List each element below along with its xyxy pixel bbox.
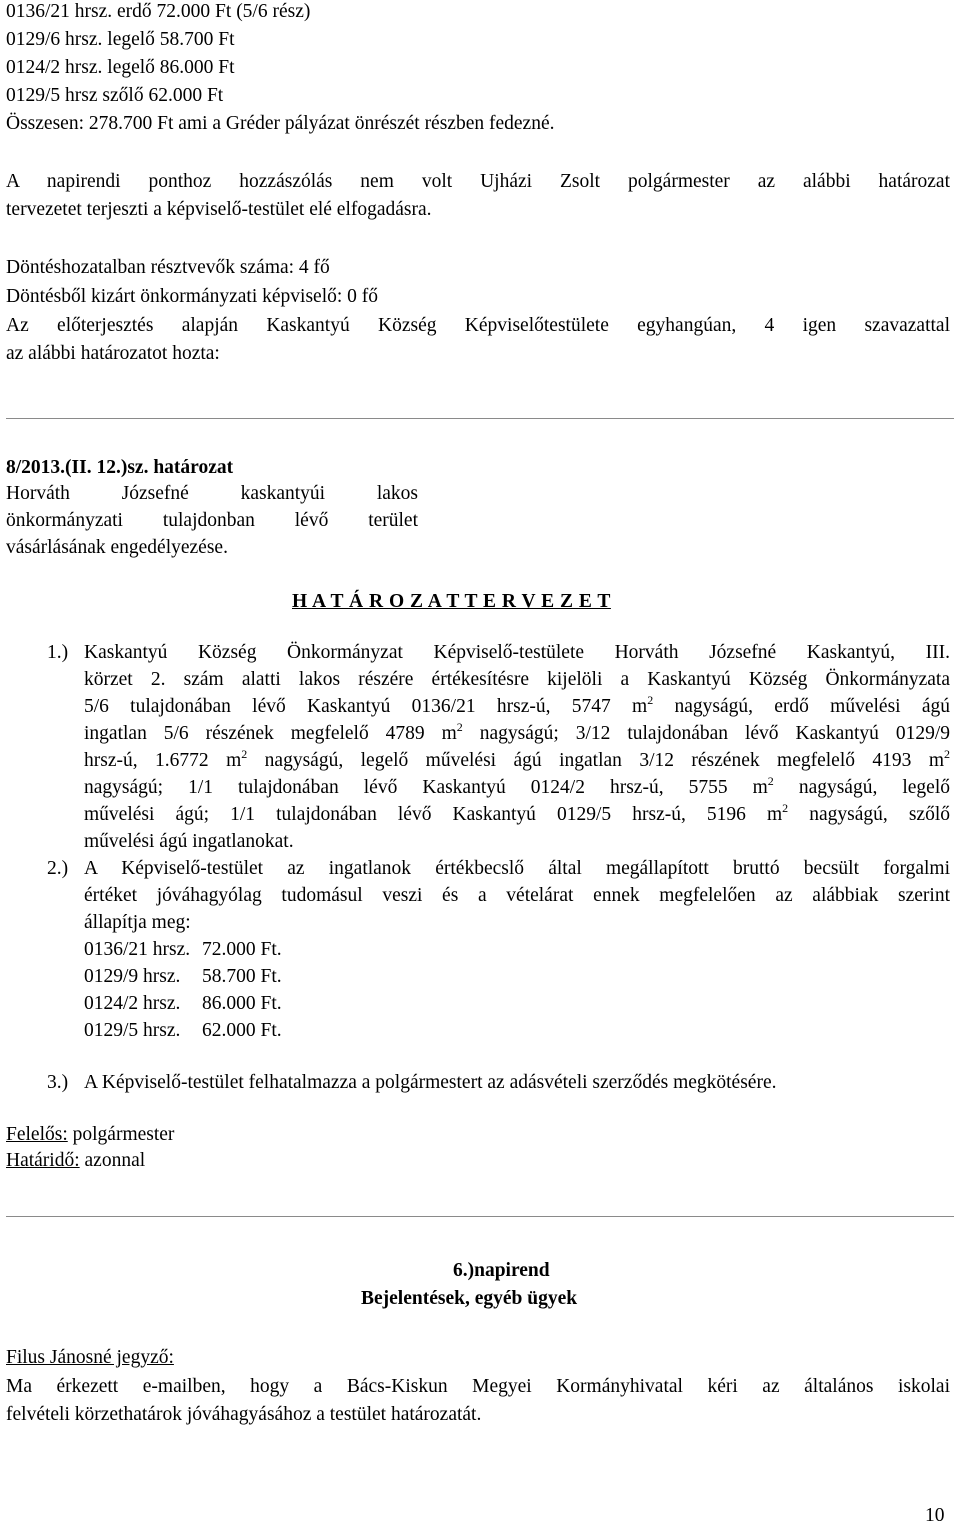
agenda-number: 6.)napirend — [453, 1260, 550, 1281]
item1-line-1: Kaskantyú Község Önkormányzat Képviselő-testülete Horváth Józsefné Kaskantyú, III. — [84, 642, 950, 663]
resolution-number: 8/2013.(II. 12.)sz. határozat — [6, 457, 234, 478]
item2-line-3: állapítja meg: — [84, 912, 191, 933]
parcel-line-4: 0129/5 hrsz szőlő 62.000 Ft — [6, 85, 224, 106]
price-row: 0129/5 hrsz. 62.000 Ft. — [84, 1020, 282, 1041]
item3-number: 3.) — [47, 1072, 69, 1093]
vote-result-line-1: Az előterjesztés alapján Kaskantyú Község Képviselőtestülete egyhangúan, 4 igen szavazattal — [6, 315, 950, 336]
deadline-line: Határidő: azonnal — [6, 1150, 146, 1171]
intro-line-2: tervezetet terjeszti a képviselő-testület elé elfogadásra. — [6, 199, 432, 220]
parcel-line-2: 0129/6 hrsz. legelő 58.700 Ft — [6, 29, 235, 50]
item2-line-1: A Képviselő-testület az ingatlanok értékbecslő által megállapított bruttó becsült forgalmi — [84, 858, 950, 879]
item1-line-7: művelési ágú; 1/1 tulajdonában lévő Kaskantyú 0129/5 hrsz-ú, 5196 $m^2$ nagyságú, szőlő — [84, 801, 951, 825]
item1-line-3: 5/6 tulajdonában lévő Kaskantyú 0136/21 hrsz-ú, 5747 $m^2$ nagyságú, erdő művelési ágú — [84, 693, 951, 717]
parcel-line-3: 0124/2 hrsz. legelő 86.000 Ft — [6, 57, 235, 78]
price-row: 0124/2 hrsz. 86.000 Ft. — [84, 993, 282, 1014]
item3-text: A Képviselő-testület felhatalmazza a polgármestert az adásvételi szerződés megkötésére. — [84, 1072, 777, 1093]
page-number: 10 — [925, 1505, 945, 1526]
price-row: 0136/21 hrsz. 72.000 Ft. — [84, 939, 282, 960]
parcel-line-1: 0136/21 hrsz. erdő 72.000 Ft (5/6 rész) — [6, 1, 311, 22]
resolution-subject-2: önkormányzati tulajdonban lévő terület — [6, 510, 418, 531]
item2-line-2: értéket jóváhagyólag tudomásul veszi és a vételárat ennek megfelelően az alábbiak szerint — [84, 885, 950, 906]
vote-excluded: Döntésből kizárt önkormányzati képviselő: 0 fő — [6, 286, 379, 307]
item2-number: 2.) — [47, 858, 69, 879]
notary-line-1: Ma érkezett e-mailben, hogy a Bács-Kiskun Megyei Kormányhivatal kéri az általános iskolai — [6, 1376, 950, 1397]
divider-1 — [6, 418, 954, 419]
item1-line-2: körzet 2. szám alatti lakos részére értékesítésre kijelöli a Kaskantyú Község Önkormányzata — [84, 669, 950, 690]
agenda-title: Bejelentések, egyéb ügyek — [361, 1288, 578, 1309]
vote-participants: Döntéshozatalban résztvevők száma: 4 fő — [6, 257, 330, 278]
item1-line-5: hrsz-ú, 1.6772 $m^2$ nagyságú, legelő művelési ágú ingatlan 3/12 részének megfelelő 4193 $m^2$ — [84, 747, 950, 771]
item1-line-6: nagyságú; 1/1 tulajdonában lévő Kaskantyú 0124/2 hrsz-ú, 5755 $m^2$ nagyságú, legelő — [84, 774, 951, 798]
notary-line-2: felvételi körzethatárok jóváhagyásához a testület határozatát. — [6, 1404, 482, 1425]
divider-2 — [6, 1216, 954, 1217]
item1-line-8: művelési ágú ingatlanokat. — [84, 831, 294, 852]
vote-result-line-2: az alábbi határozatot hozta: — [6, 343, 220, 364]
item1-line-4: ingatlan 5/6 részének megfelelő 4789 $m^2$ nagyságú; 3/12 tulajdonában lévő Kaskantyú 0129/9 — [84, 720, 951, 744]
item1-number: 1.) — [47, 642, 69, 663]
resolution-subject-1: Horváth Józsefné kaskantyúi lakos — [6, 483, 418, 504]
draft-title: H A T Á R O Z A T T E R V E Z E T — [292, 591, 611, 612]
resolution-subject-3: vásárlásának engedélyezése. — [6, 537, 228, 558]
notary-speaker: Filus Jánosné jegyző: — [6, 1347, 174, 1368]
price-row: 0129/9 hrsz. 58.700 Ft. — [84, 966, 282, 987]
responsible-line: Felelős: polgármester — [6, 1124, 175, 1145]
total-line: Összesen: 278.700 Ft ami a Gréder pályázat önrészét részben fedezné. — [6, 113, 555, 134]
intro-line-1: A napirendi ponthoz hozzászólás nem volt Ujházi Zsolt polgármester az alábbi határozat — [6, 171, 950, 192]
